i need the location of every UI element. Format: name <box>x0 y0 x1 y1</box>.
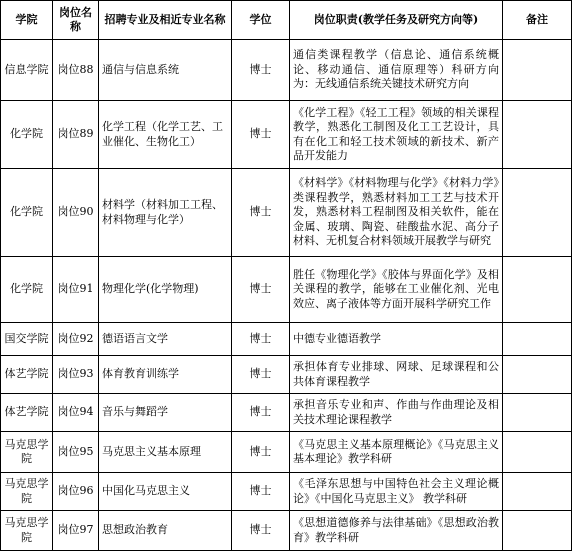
college-cell: 国交学院 <box>1 323 53 356</box>
remark-cell <box>503 511 572 551</box>
header-degree: 学位 <box>232 1 290 40</box>
remark-cell <box>503 394 572 432</box>
table-row <box>1 257 572 323</box>
post-cell: 岗位93 <box>53 356 99 394</box>
major-cell: 化学工程（化学工艺、工业催化、生物化工） <box>99 101 232 169</box>
duty-cell: 《马克思主义基本原理概论》《马克思主义基本理论》教学科研 <box>290 432 503 473</box>
remark-cell <box>503 432 572 473</box>
major-cell: 德语语言文学 <box>99 323 232 356</box>
college-cell: 化学院 <box>1 169 53 257</box>
major-cell: 音乐与舞蹈学 <box>99 394 232 432</box>
major-cell: 体育教育训练学 <box>99 356 232 394</box>
college-cell: 体艺学院 <box>1 394 53 432</box>
degree-cell: 博士 <box>232 473 290 511</box>
major-cell: 物理化学(化学物理) <box>99 257 232 323</box>
major-cell: 思想政治教育 <box>99 511 232 551</box>
post-cell: 岗位92 <box>53 323 99 356</box>
remark-cell <box>503 257 572 323</box>
degree-cell: 博士 <box>232 511 290 551</box>
major-cell: 通信与信息系统 <box>99 40 232 101</box>
major-cell: 材料学（材料加工工程、材料物理与化学） <box>99 169 232 257</box>
degree-cell: 博士 <box>232 356 290 394</box>
post-cell: 岗位89 <box>53 101 99 169</box>
duty-cell: 通信类课程教学（信息论、通信系统概论、移动通信、通信原理等）科研方向为：无线通信系统关键技术研究方向 <box>290 40 503 101</box>
degree-cell: 博士 <box>232 323 290 356</box>
header-college: 学院 <box>1 1 53 40</box>
degree-cell: 博士 <box>232 101 290 169</box>
college-cell: 体艺学院 <box>1 356 53 394</box>
header-row <box>1 1 572 40</box>
duty-cell: 胜任《物理化学》《胶体与界面化学》及相关课程的教学，能够在工业催化剂、光电效应、离子液体等方面开展科学研究工作 <box>290 257 503 323</box>
header-post: 岗位名称 <box>53 1 99 40</box>
college-cell: 马克思学院 <box>1 511 53 551</box>
table-row <box>1 356 572 394</box>
table-row <box>1 169 572 257</box>
table-row <box>1 511 572 551</box>
table-row <box>1 432 572 473</box>
degree-cell: 博士 <box>232 257 290 323</box>
remark-cell <box>503 101 572 169</box>
major-cell: 中国化马克思主义 <box>99 473 232 511</box>
degree-cell: 博士 <box>232 40 290 101</box>
post-cell: 岗位97 <box>53 511 99 551</box>
remark-cell <box>503 169 572 257</box>
duty-cell: 《化学工程》《轻工工程》领域的相关课程教学，熟悉化工制图及化工工艺设计，具有在化工和轻工技术领域的新技术、新产品开发能力 <box>290 101 503 169</box>
duty-cell: 《思想道德修养与法律基础》《思想政治教育》教学科研 <box>290 511 503 551</box>
table-row <box>1 323 572 356</box>
college-cell: 化学院 <box>1 257 53 323</box>
table-row <box>1 40 572 101</box>
remark-cell <box>503 356 572 394</box>
header-duty: 岗位职责(教学任务及研究方向等) <box>290 1 503 40</box>
header-major: 招聘专业及相近专业名称 <box>99 1 232 40</box>
degree-cell: 博士 <box>232 432 290 473</box>
header-remark: 备注 <box>503 1 572 40</box>
duty-cell: 承担体育专业排球、网球、足球课程和公共体育课程教学 <box>290 356 503 394</box>
degree-cell: 博士 <box>232 169 290 257</box>
college-cell: 化学院 <box>1 101 53 169</box>
table-row <box>1 473 572 511</box>
duty-cell: 《材料学》《材料物理与化学》《材料力学》类课程教学，熟悉材料加工工艺与技术开发，熟悉材料工程制图及相关软件，能在金属、玻璃、陶瓷、硅酸盐水泥、高分子材料、无机复合材料领域开展教学与研究 <box>290 169 503 257</box>
post-cell: 岗位94 <box>53 394 99 432</box>
duty-cell: 中德专业德语教学 <box>290 323 503 356</box>
post-cell: 岗位88 <box>53 40 99 101</box>
post-cell: 岗位95 <box>53 432 99 473</box>
degree-cell: 博士 <box>232 394 290 432</box>
remark-cell <box>503 323 572 356</box>
major-cell: 马克思主义基本原理 <box>99 432 232 473</box>
college-cell: 马克思学院 <box>1 432 53 473</box>
post-cell: 岗位96 <box>53 473 99 511</box>
college-cell: 马克思学院 <box>1 473 53 511</box>
college-cell: 信息学院 <box>1 40 53 101</box>
table-row <box>1 394 572 432</box>
remark-cell <box>503 473 572 511</box>
post-cell: 岗位91 <box>53 257 99 323</box>
table-row <box>1 101 572 169</box>
duty-cell: 《毛泽东思想与中国特色社会主义理论概论》《中国化马克思主义》 教学科研 <box>290 473 503 511</box>
duty-cell: 承担音乐专业和声、作曲与作曲理论及相关技术理论课程教学 <box>290 394 503 432</box>
remark-cell <box>503 40 572 101</box>
post-cell: 岗位90 <box>53 169 99 257</box>
